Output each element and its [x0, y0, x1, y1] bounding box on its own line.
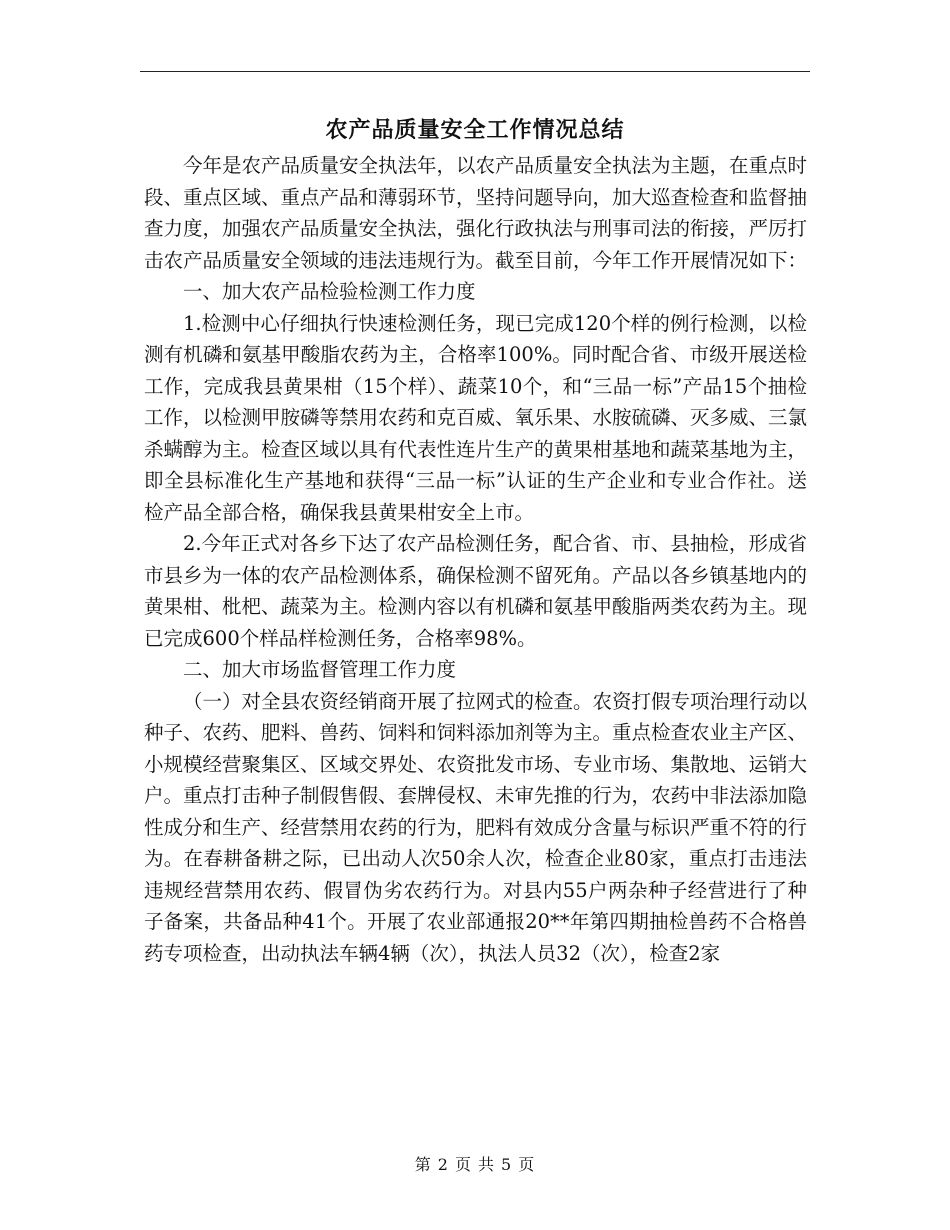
section-heading-2: 二、加大市场监督管理工作力度	[183, 658, 457, 681]
footer-page-total: 5	[501, 1155, 513, 1174]
document-title: 农产品质量安全工作情况总结	[325, 117, 625, 143]
paragraph-intro: 今年是农产品质量安全执法年，以农产品质量安全执法为主题，在重点时段、重点区域、重点产品和薄弱环节，坚持问题导向，加大巡查检查和监督抽查力度，加强农产品质量安全执法，强化行政执法与刑事司法的衔接，严厉打击农产品质量安全领域的违法违规行为。截至目前，今年工作开展情况如下：	[144, 154, 808, 272]
page-footer	[0, 1152, 950, 1175]
footer-suffix: 页	[518, 1155, 536, 1174]
paragraph-item-2: 2.今年正式对各乡下达了农产品检测任务，配合省、市、县抽检，形成省市县乡为一体的农产品检测体系，确保检测不留死角。产品以各乡镇基地内的黄果柑、枇杷、蔬菜为主。检测内容以有机磷和氨基甲酸脂两类农药为主。现已完成600个样品样检测任务，合格率98%。	[144, 532, 808, 650]
section-heading-1: 一、加大农产品检验检测工作力度	[183, 280, 476, 303]
footer-mid: 页	[454, 1155, 472, 1174]
paragraph-subsection-1: （一）对全县农资经销商开展了拉网式的检查。农资打假专项治理行动以种子、农药、肥料、兽药、饲料和饲料添加剂等为主。重点检查农业主产区、小规模经营聚集区、区域交界处、农资批发市场、专业市场、集散地、运销大户。重点打击种子制假售假、套牌侵权、未审先推的行为，农药中非法添加隐性成分和生产、经营禁用农药的行为，肥料有效成分含量与标识严重不符的行为。在春耕备耕之际，已出动人次50余人次，检查企业80家，重点打击违法违规经营禁用农药、假冒伪劣农药行为。对县内55户两杂种子经营进行了种子备案，共备品种41个。开展了农业部通报20**年第四期抽检兽药不合格兽药专项检查，出动执法车辆4辆（次），执法人员32（次），检查2家	[144, 689, 808, 965]
document-body	[144, 150, 807, 969]
footer-page-current: 2	[437, 1155, 449, 1174]
paragraph-item-1: 1.检测中心仔细执行快速检测任务，现已完成120个样的例行检测，以检测有机磷和氨基甲酸脂农药为主，合格率100%。同时配合省、市级开展送检工作，完成我县黄果柑（15个样）、蔬菜10个，和“三品一标”产品15个抽检工作，以检测甲胺磷等禁用农药和克百威、氧乐果、水胺硫磷、灭多威、三氯杀螨醇为主。检查区域以具有代表性连片生产的黄果柑基地和蔬菜基地为主，即全县标准化生产基地和获得“三品一标”认证的生产企业和专业合作社。送检产品全部合格，确保我县黄果柑安全上市。	[144, 311, 808, 524]
header-rule	[140, 71, 810, 72]
footer-prefix: 第	[414, 1155, 432, 1174]
footer-total-label: 共	[478, 1155, 496, 1174]
